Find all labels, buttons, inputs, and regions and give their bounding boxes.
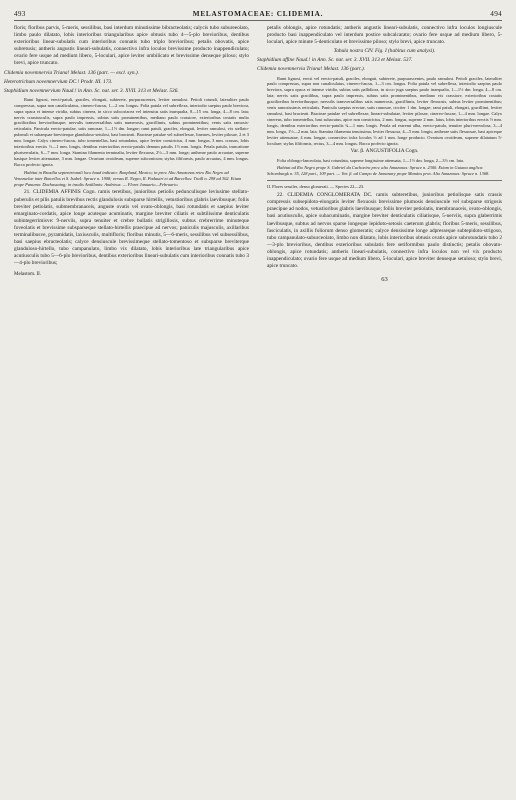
variety-heading: Var. β. ANGUSTIFOLIA Cogn.: [350, 148, 419, 155]
right-column: [257, 25, 502, 284]
running-title: MELASTOMACEAE: CLIDEMIA.: [192, 10, 324, 18]
right-continuation-paragraph: petalis oblongis, apice rotundatis; antheris angustis lineari-subulatis, connectivo infra loculos longiuscule producto basi inappendiculato vel interdum postice subcalcarato; ovario fere usque ad medium libero, 5-loculari, apice minute 5-denticulato et brevissime piloso; stylo brevi, apice truncato.: [267, 25, 502, 46]
right-synonym-1: Staphidium affine Naud.! in Ann. Sc. nat. ser. 3. XVII. 313 et Melast. 537.: [257, 57, 413, 64]
left-description: Rami lignosi, erecti-patuli, graciles, elongati, subterete, purpurascentes, leviter ramulosi. Petioli rotundi, lateraliter paulo compressus, supra non canaliculatus, cinereo-fuscus, 1—2 cm. longus. Folia patula vel subreflexa, interiodio saepius paulo breviora, supra opaca et intense viridia, subtus cinerea, in sicco subcoriacea vel intensius satis inaequalia, 8—15 cm. longa, 4—8 cm. lata; nervis crassiusculis, supra paulo impressis, subtus satis prominentibus, mediano paulo crassiore, exterioribus costatis multo gracilioribus brevioribusque; nervulis transversalibus satis numerosis, gracillimis, subtus prominentibus; venis satis ramosis-reticulatis. Panicula erecto-patulae, satis ramosae, 1—1½ dm. longae; rami patuli, graciles, elongati, leviter ramulosi, vix stellato-puberuli et subaequae breviterque glanduloso-setulosi, basi bracteati. Bracteae patulae vel subreflexae, lineares, leviter pilosae, 2 et 3 mm. longae. Calyx cinereo-fuscus, tubo tomentellus, basi rotundatus, apice leviter constrictus, 4 mm. longus, 3 mm. crassus, lobis interioribus erectis ½—1 mm. longis, dentibus exterioribus erecto-patulis demum patulis 1½ mm. longis. Petala patula, truncatione pluriserrulatis, 6—7 mm. longa. Stamina filamenta terminalia, leviter flexuosa, 2½—3 mm. longa; antherae paulo arcuatae, superne basique leviter attenuatae, 3 mm. longae. Ovarium ovoideum, superne subconicum; stylus filiformis, paulo arcuatus, 4 mm. longus. Bacca profecto ignota.: [14, 96, 249, 167]
species-22-diagnosis: 22. CLIDEMIA CONGLOMERATA DC. ramis subteretibus, junioribus petiolisque satis crassis compressis subsepidoto-elongatis leviter flexuosis brevissime plumosis densiuscule vel subsparse strigosis praecipue ad nodos, vetustioribus glabris laevibusque; foliis breviter petiolatis, membranaceis, ovato-oblongis, basi acutiusculis, apice subacuminatis, margine breviter denticulatis ciliatisque, 5-nerviis, supra glaberrimis laevibusque, subtus ad nervos sparse longeque lepidoto-setosis caeterum glabris; floribus 5-meris, sessilibus, fasciculatis, in axillis foliorum denso glomeratis; calyce densissime longe adpresseque subtepidoto-strigoso, tubo campanulato-suburceolato, limbo non dilatato, lobis interioribus obtusis ovatis apice subrotundatis tubo 2—3-plo brevioribus, dentibus exterioribus subulatis fere setiformibus paulo distinctis; petalis obovato-oblongis, apice rotundatis; antheris lineari-subulatis, connectivo infra loculos non vel vix producto inappendiculato; ovario fere usque ad medium libero, 5-loculari, apice breviter denseque setuloso; stylo brevi, apice truncato.: [267, 192, 502, 270]
left-synonym-2: Heterotrichum novemnervium DC.! Prodr. III. 173.: [4, 78, 113, 85]
right-synonym-2: Clidemia novemnervia Triana! Melast. 136 (part.).: [257, 66, 365, 73]
species-21-diagnosis: 21. CLIDEMIA AFFINIS Cogn. ramis teretibus, junioribus petiolis pedunculisque leviusime stellato-puberulis et pilis patulis brevibus rectis glandulosis subsparse hirtellis, vetustioribus glabris laevibusque; foliis breviter petiolatis, submembranaceis, anguste ovatis vel ovato-oblongis, basi rotundatis et saepius leviter emarginato-cordatis, apice longe acuteque acuminatis, margine breviter ciliatis et subtilissime denticulatis subintegerrimisve: 9-nerviis, supra tenuiter et crebre bullatis strigillosis, subtus crebrerrime minuteque foveolatis et brevissime subsparseque stellato-hirtellis praecipue ad nervos; paniculis majusculis, axillaribus terminalibusve, pyramidatis, laxiusculis, multifloris; floribus minutis, 5—6-meris, sessilibus vel subsessilibus, basi saepius ebracteolatis; calyce densiuscule brevissimeque stellato-tomentoso et subsparse breviterque glanduloso-hirtello, tubo campanulato, limbo vix dilatato, lobis interioribus late triangularibus apice acutiusculis tubo 5—6-plo brevioribus, dentibus exterioribus lineari-subulatis cum interioribus connatis tubo 3—4-plo brevioribus;: [14, 189, 249, 267]
section-divider: [267, 180, 502, 181]
left-synonym-3: Staphidium novemnervium Naud.! in Ann. Sc. nat. ser. 3. XVII. 313 et Melast. 536.: [4, 87, 179, 94]
left-column: [4, 25, 249, 283]
right-page-number: 494: [490, 10, 502, 18]
sheet-signature: Melastom. II.: [14, 272, 42, 278]
variety-description: Folia oblongo-lanceolata, basi rotundata, superne longissime attenuata, 1—1½ dm. longa, 2—3½ cm. lata.: [277, 157, 464, 163]
section-heading: II. Flores sessiles, denso glomerati. — Species 22—23.: [267, 184, 365, 190]
folio-number: 63: [381, 276, 388, 284]
two-column-body: [4, 25, 502, 284]
right-habitat: Habitat ad Rio Negro prope S. Gabriel da Cachoeira prov. alto Amazonas: Spruce n. 2300. Etiam in Guiana anglica: Schomburgk n. 35, 128 part., 109 part. — Var. β. ad Campo de Jamanary prope Manáos prov. Alto Amazonas: Spruce n. 1368.: [267, 165, 490, 177]
right-description: Rami lignosi, erecti vel erecto-patuli, graciles, elongati, subterete, purpurascentes, paulo ramulosi. Petioli graciles, lateraliter paulo compressus, supra non canaliculatus, cinereo-fuscus, 1—3 cm. longus. Folia patula vel subreflexa, interiodio saepius paulo breviora, supra opaca et intense viridia, subtus satis pallidiora, in sicco juga saepius paulo inaequalia, 1—1½ dm. longa, 4—8 cm. lata; nervis satis gracilibus, supra paulo impressis, subtus satis prominentibus, mediano vix crassiore, exterioribus costatis gracilioribus brevioribusque; nervulis transversalibus satis numerosis, gracillimis, leviter flexuosis, subtus leviter prominentibus; venis ramosissimis reticulatis. Panicula saepius erectae, satis ramosae, circiter 1 dm. longae; rami patuli, elongati, gracillimi, leviter ramulosi, basi bracteati. Bracteae patulae vel subreflexae, lineari-subulatae, leviter pilosae, cinereo-fuscae, 1—4 mm. longae. Calyx cinereus, tubo tomentellus, basi subacutus, apice non constrictus, 2 mm. longus, superne 2 mm. latus, lobis interioribus erectis ½ mm. longis, dentibus exterioribus erecto-patulis ¾—1 mm. longis. Petala ad extremi alba, erecto-patula, tenuiter pluri-nervulosa, 3—4 mm. longa, 1½—2 mm. lata. Stamina filamenta tenuissima, leviter flexuosa, 4—5 mm. longis; antherae satis flexuosae, basi apiceque leviter attenuatae, 4 mm. longae, connectivo infra loculos ⅓ ad 1 mm. longe producto. Ovarium ovoideum, superne dilatatum 5-loculare; stylus filiformis, rectus, 3—4 mm. longus. Bacca profecto ignota.: [267, 75, 502, 146]
left-synonym-1: Clidemia novemnervia Triana! Melast. 136 (part. — excl. syn.).: [4, 69, 139, 76]
left-habitat: Habitat in Brasilia septentrionali loco haud indicato: Bonpland, Mexico; in prov. Alto Amazonas retro Rio Negro ad Venezuelae inter Barcellos et S. Isabel: Spruce n. 1908; versus R. Negro, R. Padauiri et ad Barcellos: Traill n. 298 ad 302. Etiam prope Panuma: Duchassaing; in insulis Antillanis: Andrieux. — Floret Januario—Februario.: [14, 169, 242, 187]
left-page-number: 493: [14, 10, 26, 18]
plate-reference: Tabula nostra CIV. Fig. I (habitus cum analysi).: [333, 48, 436, 55]
left-continuation-paragraph: floris; floribus parvis, 5-meris, sessilibus, basi interdum minutissime bibracteolatis; calycis tubo subureeolato, limbo paulo dilatato, lobis interioribus triangularibus apice obtusis tubo 4—5-plo brevioribus, dentibus exterioribus linear-subulatis cum interioribus connatis tubo triplo brevioribus; petalis obovatis, apice subretusis; antheris angustis lineari-subulatis, connectivo infra loculos brevissime producto inappendiculato; ovario fere usque ad medium libero, 5-loculari, apice leviter umbilicato et brevissime denseque piloso; stylo brevi, apice truncato.: [14, 25, 249, 67]
running-header: [14, 10, 502, 18]
header-rule: [14, 20, 502, 21]
